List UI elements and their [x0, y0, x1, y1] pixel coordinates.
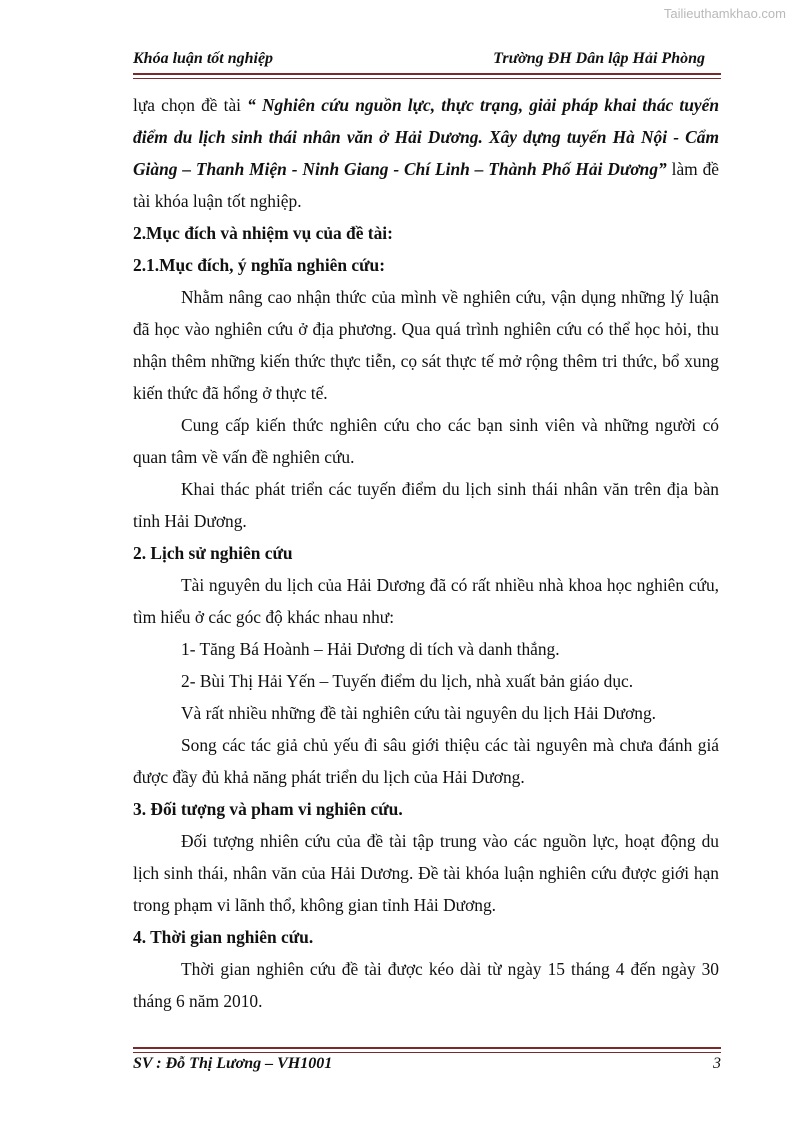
footer-rule	[133, 1047, 721, 1053]
footer-student: SV : Đỗ Thị Lương – VH1001	[133, 1055, 333, 1072]
header-thesis-label: Khóa luận tốt nghiệp	[133, 50, 274, 67]
body-paragraph: Thời gian nghiên cứu đề tài được kéo dài từ ngày 15 tháng 4 đến ngày 30 tháng 6 năm 2010.	[133, 959, 719, 1011]
sub-heading: 2.1.Mục đích, ý nghĩa nghiên cứu:	[133, 255, 386, 275]
page-footer	[133, 1055, 721, 1075]
body-paragraph: Khai thác phát triển các tuyến điểm du lịch sinh thái nhân văn trên địa bàn tỉnh Hải Dương.	[133, 479, 719, 531]
section-heading: 3. Đối tượng và pham vi nghiên cứu.	[133, 799, 403, 819]
header-university: Trường ĐH Dân lập Hải Phòng	[493, 50, 705, 67]
body-paragraph: Cung cấp kiến thức nghiên cứu cho các bạn sinh viên và những người có quan tâm về vấn đề nghiên cứu.	[133, 415, 719, 467]
page-number: 3	[713, 1055, 721, 1072]
body-paragraph: Nhằm nâng cao nhận thức của mình về nghiên cứu, vận dụng những lý luận đã học vào nghiên cứu ở địa phương. Qua quá trình nghiên cứu có thể học hỏi, thu nhận thêm những kiến thức thực tiễn, cọ sát thực tế mở rộng thêm tri thức, bổ xung kiến thức đã hổng ở thực tế.	[133, 287, 719, 403]
intro-paragraph	[133, 89, 719, 217]
body-paragraph: Và rất nhiều những đề tài nghiên cứu tài nguyên du lịch Hải Dương.	[181, 703, 657, 723]
watermark: Tailieuthamkhao.com	[663, 6, 786, 21]
list-item: 2- Bùi Thị Hải Yến – Tuyến điểm du lịch, nhà xuất bản giáo dục.	[181, 671, 634, 691]
list-item: 1- Tăng Bá Hoành – Hải Dương di tích và danh thắng.	[181, 639, 560, 659]
body-paragraph: Tài nguyên du lịch của Hải Dương đã có rất nhiều nhà khoa học nghiên cứu, tìm hiểu ở các góc độ khác nhau như:	[133, 575, 719, 627]
section-heading: 4. Thời gian nghiên cứu.	[133, 927, 314, 947]
section-heading: 2. Lịch sử nghiên cứu	[133, 543, 293, 563]
intro-tail: làm đề tài khóa luận tốt nghiệp.	[133, 159, 720, 211]
thesis-title: “ Nghiên cứu nguồn lực, thực trạng, giải pháp khai thác tuyến điểm du lịch sinh thái nhân văn ở Hải Dương. Xây dựng tuyến Hà Nội - Cẩm Giàng – Thanh Miện - Ninh Giang - Chí Linh – Thành Phố Hải Dương”	[133, 95, 719, 179]
body-paragraph: Đối tượng nhiên cứu của đề tài tập trung vào các nguồn lực, hoạt động du lịch sinh thái, nhân văn của Hải Dương. Đề tài khóa luận nghiên cứu được giới hạn trong phạm vi lãnh thổ, không gian tỉnh Hải Dương.	[133, 831, 719, 915]
section-heading: 2.Mục đích và nhiệm vụ của đề tài:	[133, 223, 393, 243]
page-header	[133, 50, 721, 70]
header-rule	[133, 73, 721, 79]
intro-lead: lựa chọn đề tài	[133, 95, 248, 115]
page-body	[133, 89, 719, 1017]
body-paragraph: Song các tác giả chủ yếu đi sâu giới thiệu các tài nguyên mà chưa đánh giá được đầy đủ khả năng phát triển du lịch của Hải Dương.	[133, 735, 719, 787]
